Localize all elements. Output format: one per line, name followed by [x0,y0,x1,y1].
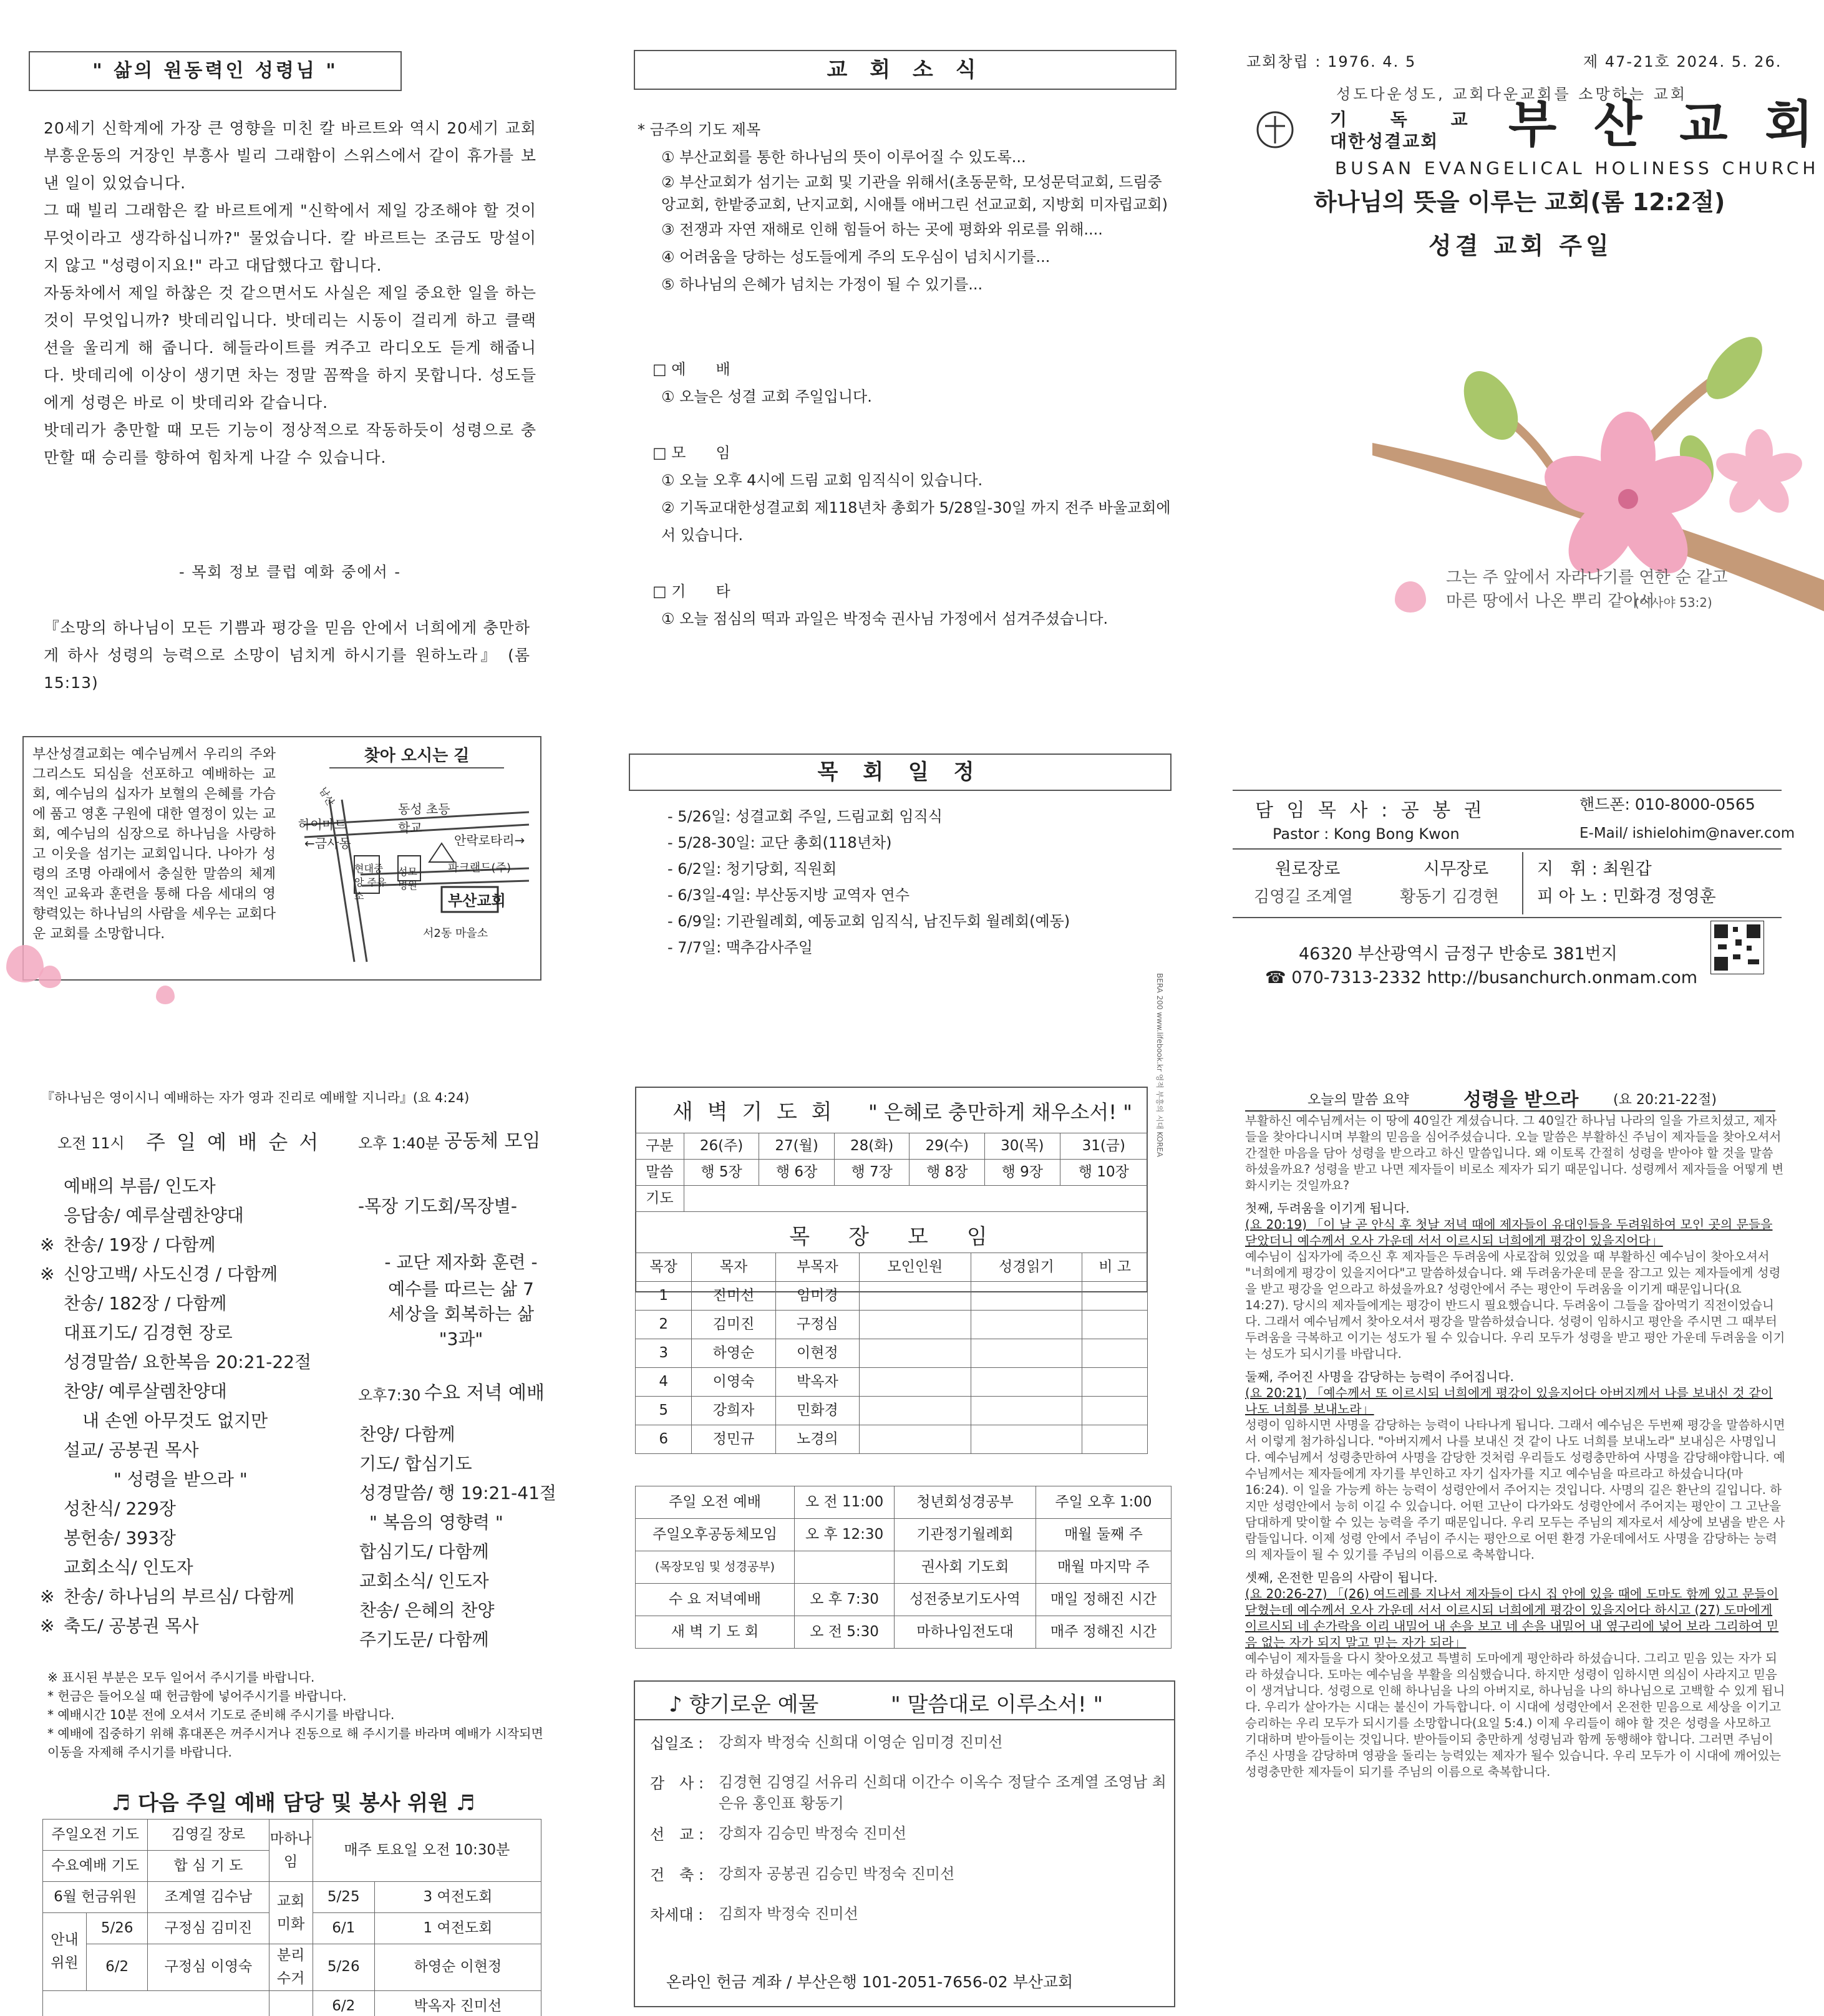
dawn-scripture: 행 6장 [759,1160,835,1186]
divider [1233,848,1782,850]
offering-list [650,1732,1168,1944]
order-item [40,1435,333,1465]
duty-cell: 1 여전도회 [374,1913,541,1944]
schedule-item: - 5/28-30일: 교단 총회(118년차) [667,834,892,851]
order-item [40,1494,333,1523]
prayer-item: ② 부산교회가 섬기는 교회 및 기관을 위해서(초동문학, 모성문덕교회, 드림중앙교회, 한밭중교회, 난지교회, 시애틀 애버그린 선교교회, 지방회 미자립교회) [661,173,1168,213]
sermon-paragraph: 예수님이 십자가에 죽으신 후 제자들은 두려움에 사로잡혀 있었을 때 부활하신 예수님이 찾아오셔서 "너희에게 평강이 있을지어다"고 말씀하셨습니다. 왜 두려움가운데 문을 잠그고 있는 제자들에게 성령을 받고 평강을 얻으라고 하셨을까요? 성령안에서 주는 평안이 두려움을 이기게 때문입니다(요 14:27). 당시의 제자들에게는 평강이 반드시 필요했습니다. 두려움이 그들을 잡아먹기 직전이었습니다. 그래서 예수님께서 찾아오셔서 평강을 말씀하셨습니다. 성령이 임하시고 평안을 주시면 그 때부터 두려움을 극복하고 이기는 성도가 될 수 있습니다. 우리 모두가 성령을 받고 평안 가운데 두려움을 이기는 성도가 되시기를 바랍니다. [1245,1249,1785,1361]
cell-value [860,1425,971,1454]
essay-body [44,115,536,472]
sermon-title: 성령을 받으라 [1463,1089,1579,1111]
dawn-day-header: 28(화) [834,1133,910,1160]
order-item [40,1318,333,1347]
sermon-paragraph: 성령이 임하시면 사명을 감당하는 능력이 나타나게 됩니다. 그래서 예수님은 두번째 평강을 말씀하시면서 이렇게 첨가하십니다. "아버지께서 나를 보내신 것 같이 나도 너희를 보내노라" 보내심은 사명입니다. 예수님께서 성령충만하여 사명을 감당한 것처럼 우리들도 성령충만하여 사명을 감당해야합니다. 예수님께서는 제자들에게 자기를 부인하고 자기 십자가를 지고 예수님을 따르라고 하셨습니다(마 16:24). 이 일을 가능케 하는 능력이 성령안에서 주어지는 것입니다. 사명의 길은 환난의 길입니다. 하지만 성령안에서 능히 이길 수 있습니다. 어떤 고난이 다가와도 성령안에서 주어지는 평안이 그 고난을 담대하게 맞이할 수 있는 능력을 주기 때문입니다. 우리 모두는 주님의 제자로서 세상에 보냄을 받은 사람들입니다. 이제 성령 안에서 주님이 주시는 평안으로 어떤 환경 가운데에서도 사명을 감당하는 능력의 제자들이 될 수 있기를 주님의 이름으로 축복합니다. [1245,1418,1785,1562]
order-item: 성경말씀/ 행 19:21-41절 [359,1483,556,1503]
map-title: 찾아 오시는 길 [364,747,470,765]
duty-cell: 6월 헌금위원 [43,1882,148,1913]
map-label: 남산 [316,785,337,808]
dawn-scripture: 행 5장 [684,1160,759,1186]
cell-meeting-title: 목 장 모 임 [789,1224,996,1249]
sermon-point: 셋째, 온전한 믿음의 사람이 됩니다. [1245,1570,1438,1585]
order-item [40,1406,333,1435]
dawn-title: 새 벽 기 도 회 [672,1100,836,1125]
map-label: 안락로타리→ [454,833,525,848]
standing-mark: ※ [40,1264,55,1284]
cell-value: 5 [636,1397,692,1425]
wednesday-title: 수요 저녁 예배 [424,1382,545,1404]
table-row [636,1282,1148,1311]
duty-cell: 교회 미화 [269,1882,313,1944]
dawn-scripture: 행 9장 [985,1160,1060,1186]
cell-value [971,1282,1082,1311]
elder-emeritus-names: 김영길 조계열 [1254,888,1353,906]
order-item [40,1553,333,1582]
cell-value: 이영숙 [692,1368,775,1397]
order-item: 기도/ 합심기도 [359,1453,472,1474]
map-church-label: 부산교회 [448,892,506,909]
cell-value: 김미진 [692,1311,775,1339]
table-row [636,1486,1172,1519]
essay-paragraph: 20세기 신학계에 가장 큰 영향을 미친 칼 바르트와 역시 20세기 교회 부흥운동의 거장인 부흥사 빌리 그래함이 스위스에서 같이 휴가를 보낸 일이 있었습니다. [44,119,536,192]
standing-mark: ※ [40,1586,55,1607]
meeting-cell: 오 전 11:00 [794,1486,894,1519]
order-item [40,1201,333,1230]
denomination-top: 기 독 교 [1330,109,1487,130]
section-heading: □ 기 타 [652,583,730,600]
cell-value: 민화경 [775,1397,859,1425]
dawn-prayer-label: 기도 [636,1186,684,1212]
order-item: 교회소식/ 인도자 [359,1571,489,1591]
cell-value: 구정심 [775,1311,859,1339]
cell-value [1082,1425,1148,1454]
table-row [636,1519,1172,1551]
dawn-scripture: 말씀 [636,1160,684,1186]
pastor-name: 담 임 목 사 : 공 봉 권 [1255,800,1486,821]
pastor-name-en: Pastor : Kong Bong Kwon [1273,825,1460,843]
meeting-cell: 매일 정해진 시간 [1036,1584,1171,1616]
duty-cell: 하영순 이현정 [374,1944,541,1991]
wednesday-time: 오후7:30 [358,1387,421,1404]
map [292,737,541,981]
section-heading: □ 예 배 [652,361,730,378]
order-item [40,1582,333,1611]
table-row [636,1584,1172,1616]
order-item: 찬양/ 다함께 [359,1424,455,1445]
standing-mark: ※ [40,1616,55,1636]
cell-value: 진미선 [692,1282,775,1311]
cell-prayer-meeting: -목장 기도회/목장별- [358,1196,517,1216]
worship-verse: 『하나님은 영이시니 예배하는 자가 영과 진리로 예배할 지니라』(요 4:24) [41,1090,470,1105]
duty-cell: 매주 토요일 오전 10:30분 [313,1820,541,1882]
dawn-day-header: 26(주) [684,1133,759,1160]
map-label: 동성 초등학교 [398,802,450,835]
order-item [40,1347,333,1377]
dawn-scripture: 행 7장 [834,1160,910,1186]
order-text: 봉헌송/ 393장 [64,1528,176,1548]
poem-line: 마른 땅에서 나온 뿌리 같아서 [1446,592,1655,611]
section-heading: □ 모 임 [652,444,730,462]
duty-table [42,1819,541,2016]
order-text: 예배의 부름/ 인도자 [64,1176,216,1196]
schedule-title: 목 회 일 정 [629,754,1172,791]
prayer-item: ④ 어려움을 당하는 성도들에게 주의 도우심이 넘치시기를... [661,248,1050,266]
order-item: 찬송/ 은혜의 찬양 [359,1600,495,1621]
duty-title: ♬ 다음 주일 예배 담당 및 봉사 위원 ♬ [111,1791,475,1816]
table-row [636,1339,1148,1368]
schedule-item: - 5/26일: 성결교회 주일, 드림교회 임직식 [667,808,943,825]
church-emblem-icon [1255,110,1295,150]
sermon-verse: (요 20:19) 「이 날 곧 안식 후 첫날 저녁 때에 제자들이 유대인들을 두려워하여 모인 곳의 문들을 닫았더니 예수께서 오사 가운데 서서 이르시되 너희에게 평강이 있을지어다」 [1245,1217,1773,1248]
order-item [40,1377,333,1406]
cell-value [860,1368,971,1397]
order-text: 응답송/ 예루살렘찬양대 [64,1205,244,1226]
cell-value: 노경의 [775,1425,859,1454]
sermon-body [1245,1113,1785,2011]
duty-cell: 5/26 [87,1913,148,1944]
map-label: 서2동 마을소 [423,927,488,940]
order-item: 주기도문/ 다함께 [359,1629,489,1650]
cell-column-header: 목자 [692,1253,775,1282]
cell-column-header: 성경읽기 [971,1253,1082,1282]
church-motto: 성도다운성도, 교회다운교회를 소망하는 교회 [1336,85,1688,103]
duty-cell: 5/25 [313,1882,374,1913]
afternoon-time: 오후 1:40분 [358,1135,440,1152]
prayer-item: ③ 전쟁과 자연 재해로 인해 힘들어 하는 곳에 평화와 위로를 위해.... [661,221,1103,238]
cell-value: 강희자 [692,1397,775,1425]
dawn-day-header: 31(금) [1060,1133,1147,1160]
cell-value [971,1425,1082,1454]
table-row [636,1551,1172,1584]
section-item: ② 기독교대한성결교회 제118년차 총회가 5/28일-30일 까지 전주 바울교회에서 있습니다. [661,499,1171,544]
duty-cell: 합 심 기 도 [148,1851,269,1882]
essay-paragraph: 그 때 빌리 그래함은 칼 바르트에게 "신학에서 제일 강조해야 할 것이 무엇이라고 생각하십니까?" 물었습니다. 칼 바르트는 조금도 망설이지 않고 "성령이지요!" 라고 대답했다고 합니다. [44,201,536,274]
duty-cell: 분리 수거 [269,1944,313,1991]
offering-category: 건 축 : [650,1866,704,1884]
church-intro-box [22,736,541,981]
cell-value [971,1339,1082,1368]
meeting-cell: 매주 정해진 시간 [1036,1616,1171,1649]
dawn-day-header: 27(월) [759,1133,835,1160]
meeting-cell: 새 벽 기 도 회 [636,1616,795,1649]
cell-value: 2 [636,1311,692,1339]
duty-cell: 박옥자 진미선 [374,1990,541,2016]
table-row [636,1368,1148,1397]
serving-elder-names: 황동기 김경현 [1400,888,1499,906]
conductor: 지 휘 : 최원갑 [1537,860,1652,879]
cell-value [971,1368,1082,1397]
poem-line: 그는 주 앞에서 자라나기를 연한 순 같고 [1446,568,1728,587]
duty-cell: 6/2 [313,1990,374,2016]
sermon-intro: 부활하신 예수님께서는 이 땅에 40일간 계셨습니다. 그 40일간 하나님 나라의 일을 가르치셨고, 제자들을 찾아다니시며 부활의 믿음을 심어주셨습니다. 오늘 말씀은 부활하신 주님이 제자들을 찾아오셔서 간절한 마음을 담아 성령을 받으라고 하신 말씀입니다. 왜 이토록 간절히 성령을 받아야 할 것을 말씀 하셨을까요? 성령을 받고 나면 제자들이 비로소 제자가 되기 때문입니다. 성령께서 제자들을 어떻게 변화시키는 것일까요? [1245,1113,1784,1193]
sermon-verse: (요 20:21) 「예수께서 또 이르시되 너희에게 평강이 있을지어다 아버지께서 나를 보내신 것 같이 나도 너희를 보내노라」 [1245,1385,1773,1417]
meeting-schedule-table [635,1486,1172,1649]
offering-subtitle: " 말씀대로 이루소서! " [891,1692,1104,1717]
issue-number: 제 47-21호 2024. 5. 26. [1583,53,1782,70]
cell-column-header: 비 고 [1082,1253,1148,1282]
sermon-verse: (요 20:26-27) 「(26) 여드레를 지나서 제자들이 다시 집 안에 있을 때에 도마도 함께 있고 문들이 닫혔는데 예수께서 오사 가운데 서서 이르시되 너희에게 평강이 있을지어다 하시고 (27) 도마에게 이르시되 네 손가락을 이리 내밀어 내 손을 보고 네 손을 내밀어 내 옆구리에 넣어 보라 그리하여 믿음 없는 자가 되지 말고 믿는 자가 되라」 [1245,1586,1779,1650]
morning-order [40,1171,333,1640]
training-line: 세상을 회복하는 삶 [387,1304,535,1324]
cell-value: 임미경 [775,1282,859,1311]
offering-names: 강희자 공봉권 김승민 박정숙 진미선 [719,1864,955,1883]
dawn-day-header: 구분 [636,1133,684,1160]
pastor-phone: 핸드폰: 010-8000-0565 [1579,795,1755,813]
church-theme: 하나님의 뜻을 이루는 교회(롬 12:2절) [1314,188,1725,216]
map-label: 파크랜드(주) [448,861,511,875]
dawn-subtitle: " 은혜로 충만하게 채우소서! " [868,1100,1132,1124]
cell-value [971,1311,1082,1339]
order-text: 찬송/ 19장 / 다함께 [64,1234,216,1255]
order-text: " 성령을 받으라 " [114,1469,248,1490]
worship-notes [47,1668,559,1762]
elder-emeritus-label: 원로장로 [1275,860,1341,879]
cell-value: 6 [636,1425,692,1454]
dawn-scripture: 행 8장 [910,1160,985,1186]
duty-cell: 6/1 [313,1913,374,1944]
cell-table [635,1253,1148,1454]
afternoon-title: 공동체 모임 [444,1130,541,1152]
section-item: ① 오늘 점심의 떡과 과일은 박정숙 권사님 가정에서 섬겨주셨습니다. [661,610,1108,628]
cell-value [860,1282,971,1311]
qr-code-icon [1710,921,1764,974]
table-row [636,1311,1148,1339]
side-print: BERA 200 www.lifebook.kr 영적 부흥의 시대 KOREA [1155,973,1164,1157]
duty-cell: 마하나임 [269,1820,313,1882]
pastor-email: E-Mail/ ishielohim@naver.com [1579,825,1795,841]
offering-names: 김희자 박정숙 진미선 [719,1905,858,1923]
duty-cell [43,1990,269,2016]
cell-value [1082,1339,1148,1368]
sermon-reference: (요 20:21-22절) [1613,1092,1717,1108]
poem-reference: (이사야 53:2) [1634,595,1712,610]
prayer-item: ⑤ 하나님의 은혜가 넘치는 가정이 될 수 있기를... [661,276,983,293]
sunday-title: 성결 교회 주일 [1429,232,1613,259]
news-title: 교 회 소 식 [634,50,1176,90]
online-account: 온라인 헌금 계좌 / 부산은행 101-2051-7656-02 부산교회 [666,1973,1074,1991]
order-item [40,1230,333,1259]
standing-mark: ※ [40,1234,55,1255]
church-contact: ☎ 070-7313-2332 http://busanchurch.onmam.com [1265,968,1698,987]
meeting-cell: 기관정기월례회 [895,1519,1036,1551]
order-item: 합심기도/ 다함께 [359,1541,489,1562]
offering-category: 감 사 : [650,1775,704,1793]
cell-value: 하영순 [692,1339,775,1368]
order-text: 찬송/ 182장 / 다함께 [64,1293,227,1314]
dawn-scripture: 행 10장 [1060,1160,1147,1186]
meeting-cell [794,1551,894,1584]
dawn-day-header: 30(목) [985,1133,1060,1160]
denomination-bottom: 대한성결교회 [1330,131,1439,152]
bible-verse: 『소망의 하나님이 모든 기쁨과 평강을 믿음 안에서 너희에게 충만하게 하사 성령의 능력으로 소망이 넘치게 하시기를 원하노라』 (롬 15:13) [44,619,530,692]
meeting-cell: (목장모임 및 성경공부) [636,1551,795,1584]
offering-row [650,1903,1168,1927]
meeting-cell: 주일오후공동체모임 [636,1519,795,1551]
essay-title: " 삶의 원동력인 성령님 " [29,51,402,91]
essay-source: - 목회 정보 클럽 예화 중에서 - [178,563,402,581]
cell-value: 이현정 [775,1339,859,1368]
duty-cell: 3 여전도회 [374,1882,541,1913]
order-text: 교회소식/ 인도자 [64,1557,193,1577]
offering-category: 차세대 : [650,1906,704,1924]
cell-value: 4 [636,1368,692,1397]
meeting-cell: 성전중보기도사역 [895,1584,1036,1616]
order-item [40,1259,333,1289]
schedule-item: - 6/2일: 청기당회, 직원회 [667,860,837,878]
dawn-table [635,1133,1148,1212]
map-label: 하이마트 [298,817,347,832]
offering-category: 십일조 : [650,1735,704,1752]
note: ※ 표시된 부분은 모두 일어서 주시기를 바랍니다. [47,1670,315,1685]
meeting-cell: 오 후 12:30 [794,1519,894,1551]
map-label: ←금사동 [304,836,351,851]
schedule-list [667,803,1179,961]
flower-decoration [39,966,61,988]
wednesday-order [359,1420,571,1654]
cell-value [860,1311,971,1339]
cell-column-header: 모인인원 [860,1253,971,1282]
order-text: 설교/ 공봉권 목사 [64,1440,199,1460]
meeting-cell: 매월 둘째 주 [1036,1519,1171,1551]
duty-cell: 수요예배 기도 [43,1851,148,1882]
map-label: 현대중앙 주유소 [354,863,387,902]
order-text: 내 손엔 아무것도 없지만 [82,1410,268,1431]
meeting-cell: 매월 마지막 주 [1036,1551,1171,1584]
duty-cell: 안내 위원 [43,1913,87,1991]
sermon-label: 오늘의 말씀 요약 [1307,1092,1409,1108]
order-text: 성경말씀/ 요한복음 20:21-22절 [64,1352,312,1372]
founded-date: 교회창립 : 1976. 4. 5 [1246,53,1417,70]
section-item: ① 오늘 오후 4시에 드림 교회 임직식이 있습니다. [661,472,983,489]
cell-column-header: 부목자 [775,1253,859,1282]
church-name: 부 산 교 회 [1508,95,1823,153]
meeting-cell: 수 요 저녁예배 [636,1584,795,1616]
flower-decoration [156,986,175,1004]
offering-box [634,1680,1175,2007]
meeting-cell: 권사회 기도회 [895,1551,1036,1584]
offering-row [650,1732,1168,1755]
cell-value [860,1339,971,1368]
essay-paragraph: 밧데리가 충만할 때 모든 기능이 정상적으로 작동하듯이 성령으로 충만할 때 승리를 향하여 힘차게 나갈 수 있습니다. [44,421,536,467]
serving-elder-label: 시무장로 [1424,860,1489,879]
essay-paragraph: 자동차에서 제일 하찮은 것 같으면서도 사실은 제일 중요한 일을 하는 것이 무엇입니까? 밧데리입니다. 밧데리는 시동이 걸리게 하고 클랙션을 울리게 해 줍니다. 헤들라이트를 켜주고 라디오도 듣게 해줍니다. 밧데리에 이상이 생기면 차는 정말 꼼짝을 하지 못합니다. 성도들에게 성령은 바로 이 밧데리와 같습니다. [44,284,536,412]
cell-value: 정민규 [692,1425,775,1454]
training-line: 예수를 따르는 삶 7 [388,1279,534,1299]
order-text: 축도/ 공봉권 목사 [64,1616,199,1636]
note: * 헌금은 들어오실 때 헌금함에 넣어주시기를 바랍니다. [47,1689,347,1703]
cell-value [1082,1282,1148,1311]
prayer-heading: * 금주의 기도 제목 [638,121,761,138]
offering-row [650,1863,1168,1887]
order-item [40,1289,333,1318]
order-text: 찬송/ 하나님의 부르심/ 다함께 [64,1586,295,1607]
order-text: 대표기도/ 김경현 장로 [64,1322,233,1343]
church-intro-text: 부산성결교회는 예수님께서 우리의 주와 그리스도 되심을 선포하고 예배하는 교회, 예수님의 십자가 보혈의 은혜를 가슴에 품고 영혼 구원에 대한 열정이 있는 교회, 예수님의 심장으로 하나님을 사랑하고 이웃을 섬기는 교회입니다. 나아가 성령의 조명 아래에서 충실한 말씀의 체계적인 교육과 훈련을 통해 다음 세대의 영향력있는 하나님의 사람을 세우는 교회다운 교회를 소망합니다. [32,747,276,942]
cell-value: 3 [636,1339,692,1368]
church-address: 46320 부산광역시 금정구 반송로 381번지 [1299,944,1618,964]
cell-value [1082,1368,1148,1397]
order-item [40,1523,333,1553]
offering-names: 김경현 김영길 서유리 신희대 이간수 이옥수 정달수 조계열 조영남 최은유 홍인표 황동기 [719,1773,1167,1813]
map-label: 성모 병원 [398,866,417,891]
prayer-item: ① 부산교회를 통한 하나님의 뜻이 이루어질 수 있도록... [661,148,1026,166]
cell-value [971,1397,1082,1425]
prayer-list [661,143,1173,298]
pianist: 피 아 노 : 민화경 정영훈 [1537,887,1716,906]
offering-row [650,1823,1168,1846]
duty-cell: 6/2 [87,1944,148,1991]
duty-cell [269,1990,313,2016]
meeting-cell: 오 후 7:30 [794,1584,894,1616]
sermon-point: 첫째, 두려움을 이기게 됩니다. [1245,1201,1410,1216]
cell-value [1082,1311,1148,1339]
meeting-cell: 마하나임전도대 [895,1616,1036,1649]
note: * 예배시간 10분 전에 오셔서 기도로 준비해 주시기를 바랍니다. [47,1707,395,1722]
schedule-item: - 6/9일: 기관월례회, 예동교회 임직식, 남진두회 월례회(예동) [667,913,1070,930]
cell-value: 박옥자 [775,1368,859,1397]
order-item [40,1611,333,1640]
meeting-cell: 오 전 5:30 [794,1616,894,1649]
cell-value [1082,1397,1148,1425]
section-item: ① 오늘은 성결 교회 주일입니다. [661,388,872,405]
duty-cell: 구정심 김미진 [148,1913,269,1944]
offering-names: 강희자 박정숙 신희대 이영순 임미경 진미선 [719,1733,1003,1751]
training-line: "3과" [439,1329,483,1349]
morning-title: 주 일 예 배 순 서 [146,1130,321,1154]
order-item [40,1465,333,1494]
note: * 예배에 집중하기 위해 휴대폰은 꺼주시거나 진동으로 해 주시기를 바라며 예배가 시작되면 이동을 자제해 주시기를 바랍니다. [47,1726,543,1760]
offering-title: ♪ 향기로운 예물 [669,1692,819,1717]
duty-cell: 5/26 [313,1944,374,1991]
duty-cell: 구정심 이영숙 [148,1944,269,1991]
order-text: 신앙고백/ 사도신경 / 다함께 [64,1264,278,1284]
sermon-header [1245,1085,1775,1112]
duty-cell: 김영길 장로 [148,1820,269,1851]
meeting-cell: 주일 오후 1:00 [1036,1486,1171,1519]
schedule-item: - 6/3일-4일: 부산동지방 교역자 연수 [667,886,910,904]
morning-time: 오전 11시 [57,1135,125,1152]
divider [1233,790,1782,791]
meeting-cell: 청년회성경공부 [895,1486,1036,1519]
offering-names: 강희자 김승민 박정숙 진미선 [719,1825,907,1843]
sermon-point: 둘째, 주어진 사명을 감당하는 능력이 주어집니다. [1245,1369,1514,1384]
training-block [358,1248,564,1352]
table-row [636,1616,1172,1649]
offering-row [650,1771,1168,1814]
order-text: 성찬식/ 229장 [64,1498,176,1519]
table-row [636,1397,1148,1425]
cell-value: 1 [636,1282,692,1311]
cell-column-header: 목장 [636,1253,692,1282]
order-item [40,1171,333,1201]
dawn-day-header: 29(수) [910,1133,985,1160]
sermon-title: " 복음의 영향력 " [369,1512,503,1533]
offering-category: 선 교 : [650,1826,704,1844]
divider [1233,917,1782,918]
order-text: 찬양/ 예루살렘찬양대 [64,1381,227,1402]
church-name-en: BUSAN EVANGELICAL HOLINESS CHURCH [1335,158,1820,178]
cell-value [860,1397,971,1425]
duty-cell: 조계열 김수남 [148,1882,269,1913]
duty-cell: 주일오전 기도 [43,1820,148,1851]
training-line: - 교단 제자화 훈련 - [384,1252,538,1272]
table-row [636,1425,1148,1454]
meeting-cell: 주일 오전 예배 [636,1486,795,1519]
schedule-item: - 7/7일: 맥추감사주일 [667,939,813,956]
sermon-paragraph: 예수님이 제자들을 다시 찾아오셨고 특별히 도마에게 평안하라 하셨습니다. 그리고 믿음 있는 자가 되라 하셨습니다. 도마는 예수님을 부활을 의심했습니다. 하지만 성령이 임하시면 의심이 사라지고 믿음이 생겨납니다. 성령으로 인해 하나님을 나의 아버지로, 하나님을 나의 하나님으로 고백할 수 있게 됩니다. 우리가 살아가는 시대는 불신이 가득합니다. 이 시대에 성령안에서 온전한 믿음으로 세상을 이기고 승리하는 우리 모두가 되시기를 소망합니다(요일 5:4.) 이제 우리들이 해야 할 것은 성령을 사모하고 기대하며 받아들이는 것입니다. 받아들이되 충만하게 성령님과 함께 동행해야 합니다. 그러면 주님이 주신 사명을 감당하며 영광을 돌리는 능력있는 제자가 될수 있습니다. 우리 모두가 이 시대에 깨어있는 성령충만한 제자들이 되기를 주님의 이름으로 축복합니다. [1245,1651,1785,1779]
